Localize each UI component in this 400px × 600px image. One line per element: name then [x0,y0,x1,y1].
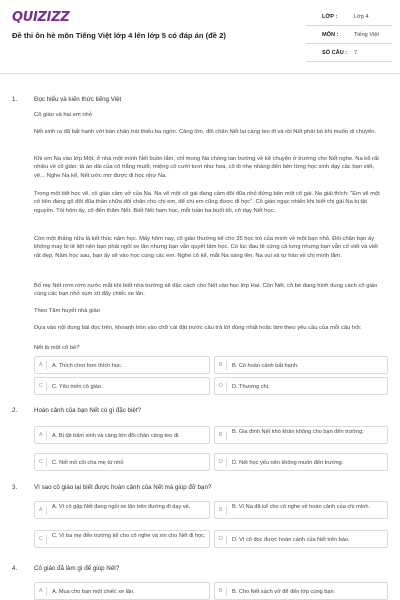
option-text: A. Vì cô gặp Nết đang ngồi xe lăn trên đường đi dạy về. [52,504,191,510]
option-text: A. Bị tật bẩm sinh và càng lớn đôi chân càng teo đi. [52,432,180,439]
question-text: Hoàn cảnh của bạn Nết có gì đặc biệt? [34,407,141,414]
option-letter: A [39,506,47,515]
option-letter: B [219,506,227,515]
option-letter: D [219,535,227,544]
option-text: B. Vì Na đã kể cho cô nghe về hoàn cảnh của chị mình. [232,504,371,510]
option-text: D. Nết học yếu nên không muốn đến trường. [232,459,344,466]
answer-option-d[interactable] [214,453,388,471]
reading-paragraph: Khi em Na vào lớp Một, ở nhà một mình Nết buồn lắm, chỉ mong Na chóng tan trường về kể chuyện ở trường cho Nết nghe. Na kể rất nhiều về cô giáo: tà áo dài của cô trắng muốt, miệng cô cười tươi như hoa, cô đi nhẹ nhàng đến bên từng học sinh dạy các bạn viết, vẽ... Nghe Na kể, Nết ước mơ được đi học như Na. [34,156,379,179]
answer-option-c[interactable] [34,453,210,471]
option-text: D. Vì cô đọc được hoàn cảnh của Nết trên báo. [232,536,350,543]
option-text: B. Cho Nết sách vở để đến lớp cùng bạn. [232,588,336,595]
question-text: Đọc hiểu và kiến thức tiếng Việt [34,96,122,103]
option-letter: B [219,431,227,440]
info-row-count [306,44,392,62]
answer-option-b[interactable] [214,582,388,600]
option-text: A. Mua cho bạn một chiếc xe lăn. [52,588,135,595]
option-letter: A [39,587,47,596]
answer-option-a[interactable] [34,426,210,444]
option-letter: B [219,587,227,596]
info-row-subject [306,26,392,44]
reading-source: Theo Tâm huyết nhà giáo [34,308,100,314]
info-table [306,8,392,62]
question-number: 2. [12,407,18,414]
option-letter: C [39,382,47,391]
option-text: C. Yêu mến cô giáo. [52,383,103,390]
quizizz-logo: QUIZIZZ [12,10,70,25]
answer-option-b[interactable] [214,426,388,444]
reading-title: Cô giáo và hai em nhỏ [34,112,93,118]
info-value: Lớp 4 [354,14,369,20]
option-text: D. Thương chị. [232,383,270,390]
info-label: LỚP : [322,14,338,20]
info-value: 7 [354,50,358,56]
reading-paragraph: Trong một tiết học vẽ, cô giáo cầm vở của Na. Na vẽ một cô gái đang cầm đôi đũa nhỏ đứng bên một cô gái. Na giải thích: "Em vẽ một cô tiên đang gõ đôi đũa thần chữa đôi chân cho chị em, để chị em cũng được đi học". Cô giáo ngạc nhiên khi biết chị gái Na bị tật nguyền. Tối hôm ấy, cô đến thăm Nết. Biết Nết ham học, mỗi tuần ba buổi tối, cô dạy Nết học. [34,191,380,214]
option-letter: D [219,382,227,391]
option-letter: D [219,458,227,467]
answer-option-c[interactable] [34,377,210,395]
header-divider [0,73,400,74]
question-number: 4. [12,565,18,572]
question-text: Vì sao cô giáo lại biết được hoàn cảnh của Nết mà giúp đỡ bạn? [34,484,212,491]
question-text: Cô giáo đã làm gì để giúp Nết? [34,565,120,572]
instructions: Dựa vào nội dung bài đọc trên, khoanh tròn vào chữ cái đặt trước câu trả lời đúng nhất hoặc làm theo yêu cầu của mỗi câu hỏi: [34,325,362,331]
answer-option-b[interactable] [214,356,388,374]
option-text: C. Vì ba mẹ đến trường kể cho cô nghe và xin cho Nết đi học. [52,533,206,539]
answer-option-a[interactable] [34,356,210,374]
option-letter: A [39,431,47,440]
worksheet-title: Đề thi ôn hè môn Tiếng Việt lớp 4 lên lớp 5 có đáp án (đề 2) [12,31,226,40]
info-label: MÔN : [322,32,339,38]
answer-option-b[interactable] [214,501,388,519]
answer-option-c[interactable] [34,530,210,548]
reading-paragraph: Còn một tháng nữa là kết thúc năm học. Mấy hôm nay, cô giáo thường kể cho 35 học trò của mình về một bạn nhỏ. Đôi chân bạn ấy không may bị tê liệt nên bạn phải ngồi xe lăn nhưng bạn vẫn quyết tâm học. Có lúc đau tê cứng cả lưng nhưng bạn vẫn cố viết và viết rất đẹp. Năm học sau, bạn ấy sẽ vào học cùng các em. Nghe cô kể, mắt Na sáng lên, Na vui và tự hào về chị mình lắm. [34,236,378,259]
option-letter: B [219,361,227,370]
info-row-class [306,8,392,26]
option-text: B. Gia đình Nết khó khăn không cho bạn đến trường. [232,429,364,435]
sub-question: Nết là một cô bé? [34,345,80,351]
reading-paragraph: Bố mẹ Nết rơm rớm nước mắt khi biết nhà trường sẽ đặc cách cho Nết vào học lớp Hai. Còn Nết, cô bé đang hình dung cách cô giáo cùng các bạn nhỏ xúm xít đẩy chiếc xe lăn. [34,283,378,298]
question-number: 3. [12,484,18,491]
option-letter: A [39,361,47,370]
reading-paragraph: Nết sinh ra đã bất hạnh với bàn chân trái thiếu ba ngón. Càng lớn, đôi chân Nết lại càng teo đi và rồi Nết phải bò khi muốn di chuyển. [34,129,377,135]
answer-option-a[interactable] [34,582,210,600]
answer-option-d[interactable] [214,377,388,395]
answer-option-d[interactable] [214,530,388,548]
option-text: A. Thích chơi hơn thích học. [52,362,123,369]
info-value: Tiếng Việt [354,32,379,38]
question-number: 1. [12,96,18,103]
option-text: C. Nết mồ côi cha mẹ từ nhỏ [52,459,124,466]
answer-option-a[interactable] [34,501,210,519]
option-text: B. Có hoàn cảnh bất hạnh. [232,362,299,369]
info-label: SỐ CÂU : [322,50,348,56]
worksheet-header [0,0,400,66]
option-letter: C [39,535,47,544]
option-letter: C [39,458,47,467]
